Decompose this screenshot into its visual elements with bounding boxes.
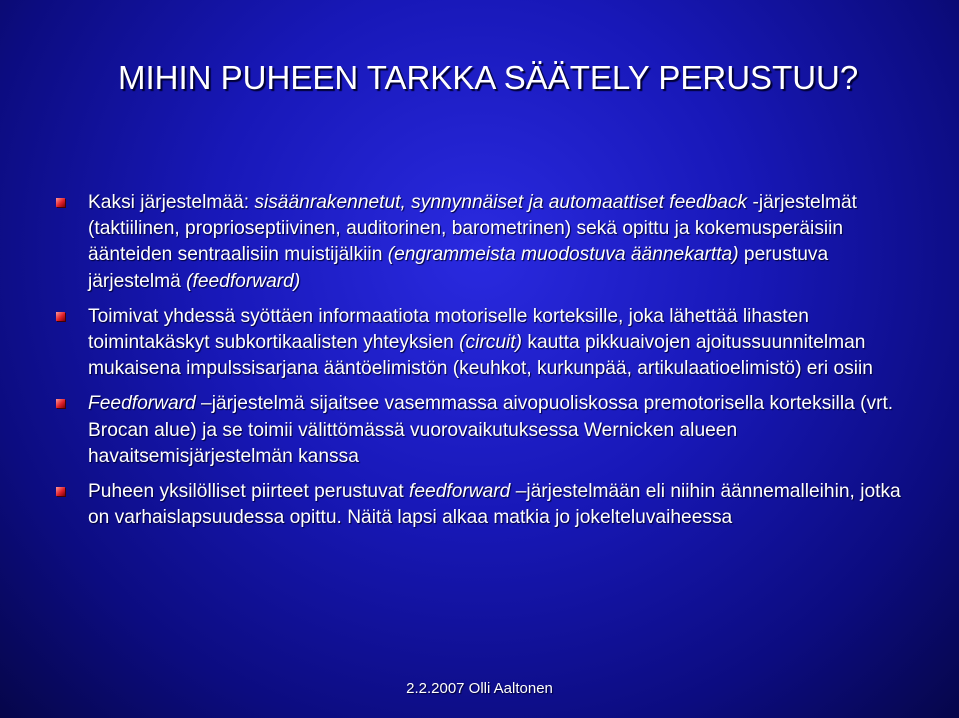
bullet-item (56, 304, 906, 383)
italic-segment: Feedforward (88, 393, 202, 415)
text-segment: -järjestelmät (taktiilinen, proprioseptiivinen, auditorinen, barometrinen) sekä opittu ja kokemusperäisiin äänteiden sentraalisiin muistijälkiin (88, 192, 857, 266)
text-segment: Kaksi järjestelmää: (88, 192, 255, 213)
slide-footer: 2.2.2007 Olli Aaltonen (406, 680, 553, 697)
bullet-item (56, 190, 906, 295)
italic-segment: (engrammeista muodostuva äännekartta) (387, 244, 739, 266)
square-bullet-icon (56, 487, 65, 496)
slide-title: MIHIN PUHEEN TARKKA SÄÄTELY PERUSTUU? (118, 59, 859, 96)
italic-segment: (feedforward) (186, 270, 301, 292)
text-segment: Toimivat yhdessä syöttäen informaatiota motoriselle korteksille, joka lähettää lihasten toimintakäskyt subkortikaalisten yhteyksien (88, 305, 809, 354)
text-segment: –järjestelmään eli niihin äännemalleihin, jotka on varhaislapsuudessa opittu. Näitä lapsi alkaa matkia jo jokelteluvaiheessa (88, 481, 901, 529)
bullet-text (88, 304, 906, 383)
bullet-text (88, 391, 906, 470)
square-bullet-icon (56, 312, 65, 321)
bullet-item (56, 391, 906, 470)
bullet-item (56, 479, 906, 531)
bullet-text (88, 479, 906, 531)
text-segment: perustuva järjestelmä (88, 244, 829, 292)
text-segment: kautta pikkuaivojen ajoitussuunnitelman mukaisena impulssisarjana ääntöelimistön (keuhkot, kurkunpää, artikulaatioelimistö) eri osiin (88, 332, 873, 380)
square-bullet-icon (56, 399, 65, 408)
text-segment: Puheen yksilölliset piirteet perustuvat (88, 481, 410, 503)
bullet-text (88, 190, 906, 295)
italic-segment: feedforward (409, 481, 511, 503)
square-bullet-icon (56, 198, 65, 207)
italic-segment: sisäänrakennetut, synnynnäiset ja automaattiset feedback (254, 192, 748, 213)
italic-segment: (circuit) (459, 332, 523, 354)
bullet-list (56, 190, 906, 540)
text-segment: –järjestelmä sijaitsee vasemmassa aivopuoliskossa premotorisella korteksilla (vrt. Brocan alue) ja se toimii välittömässä vuorovaikutuksessa Wernicken alueen havaitsemisjärjestelmän kanssa (88, 393, 894, 467)
